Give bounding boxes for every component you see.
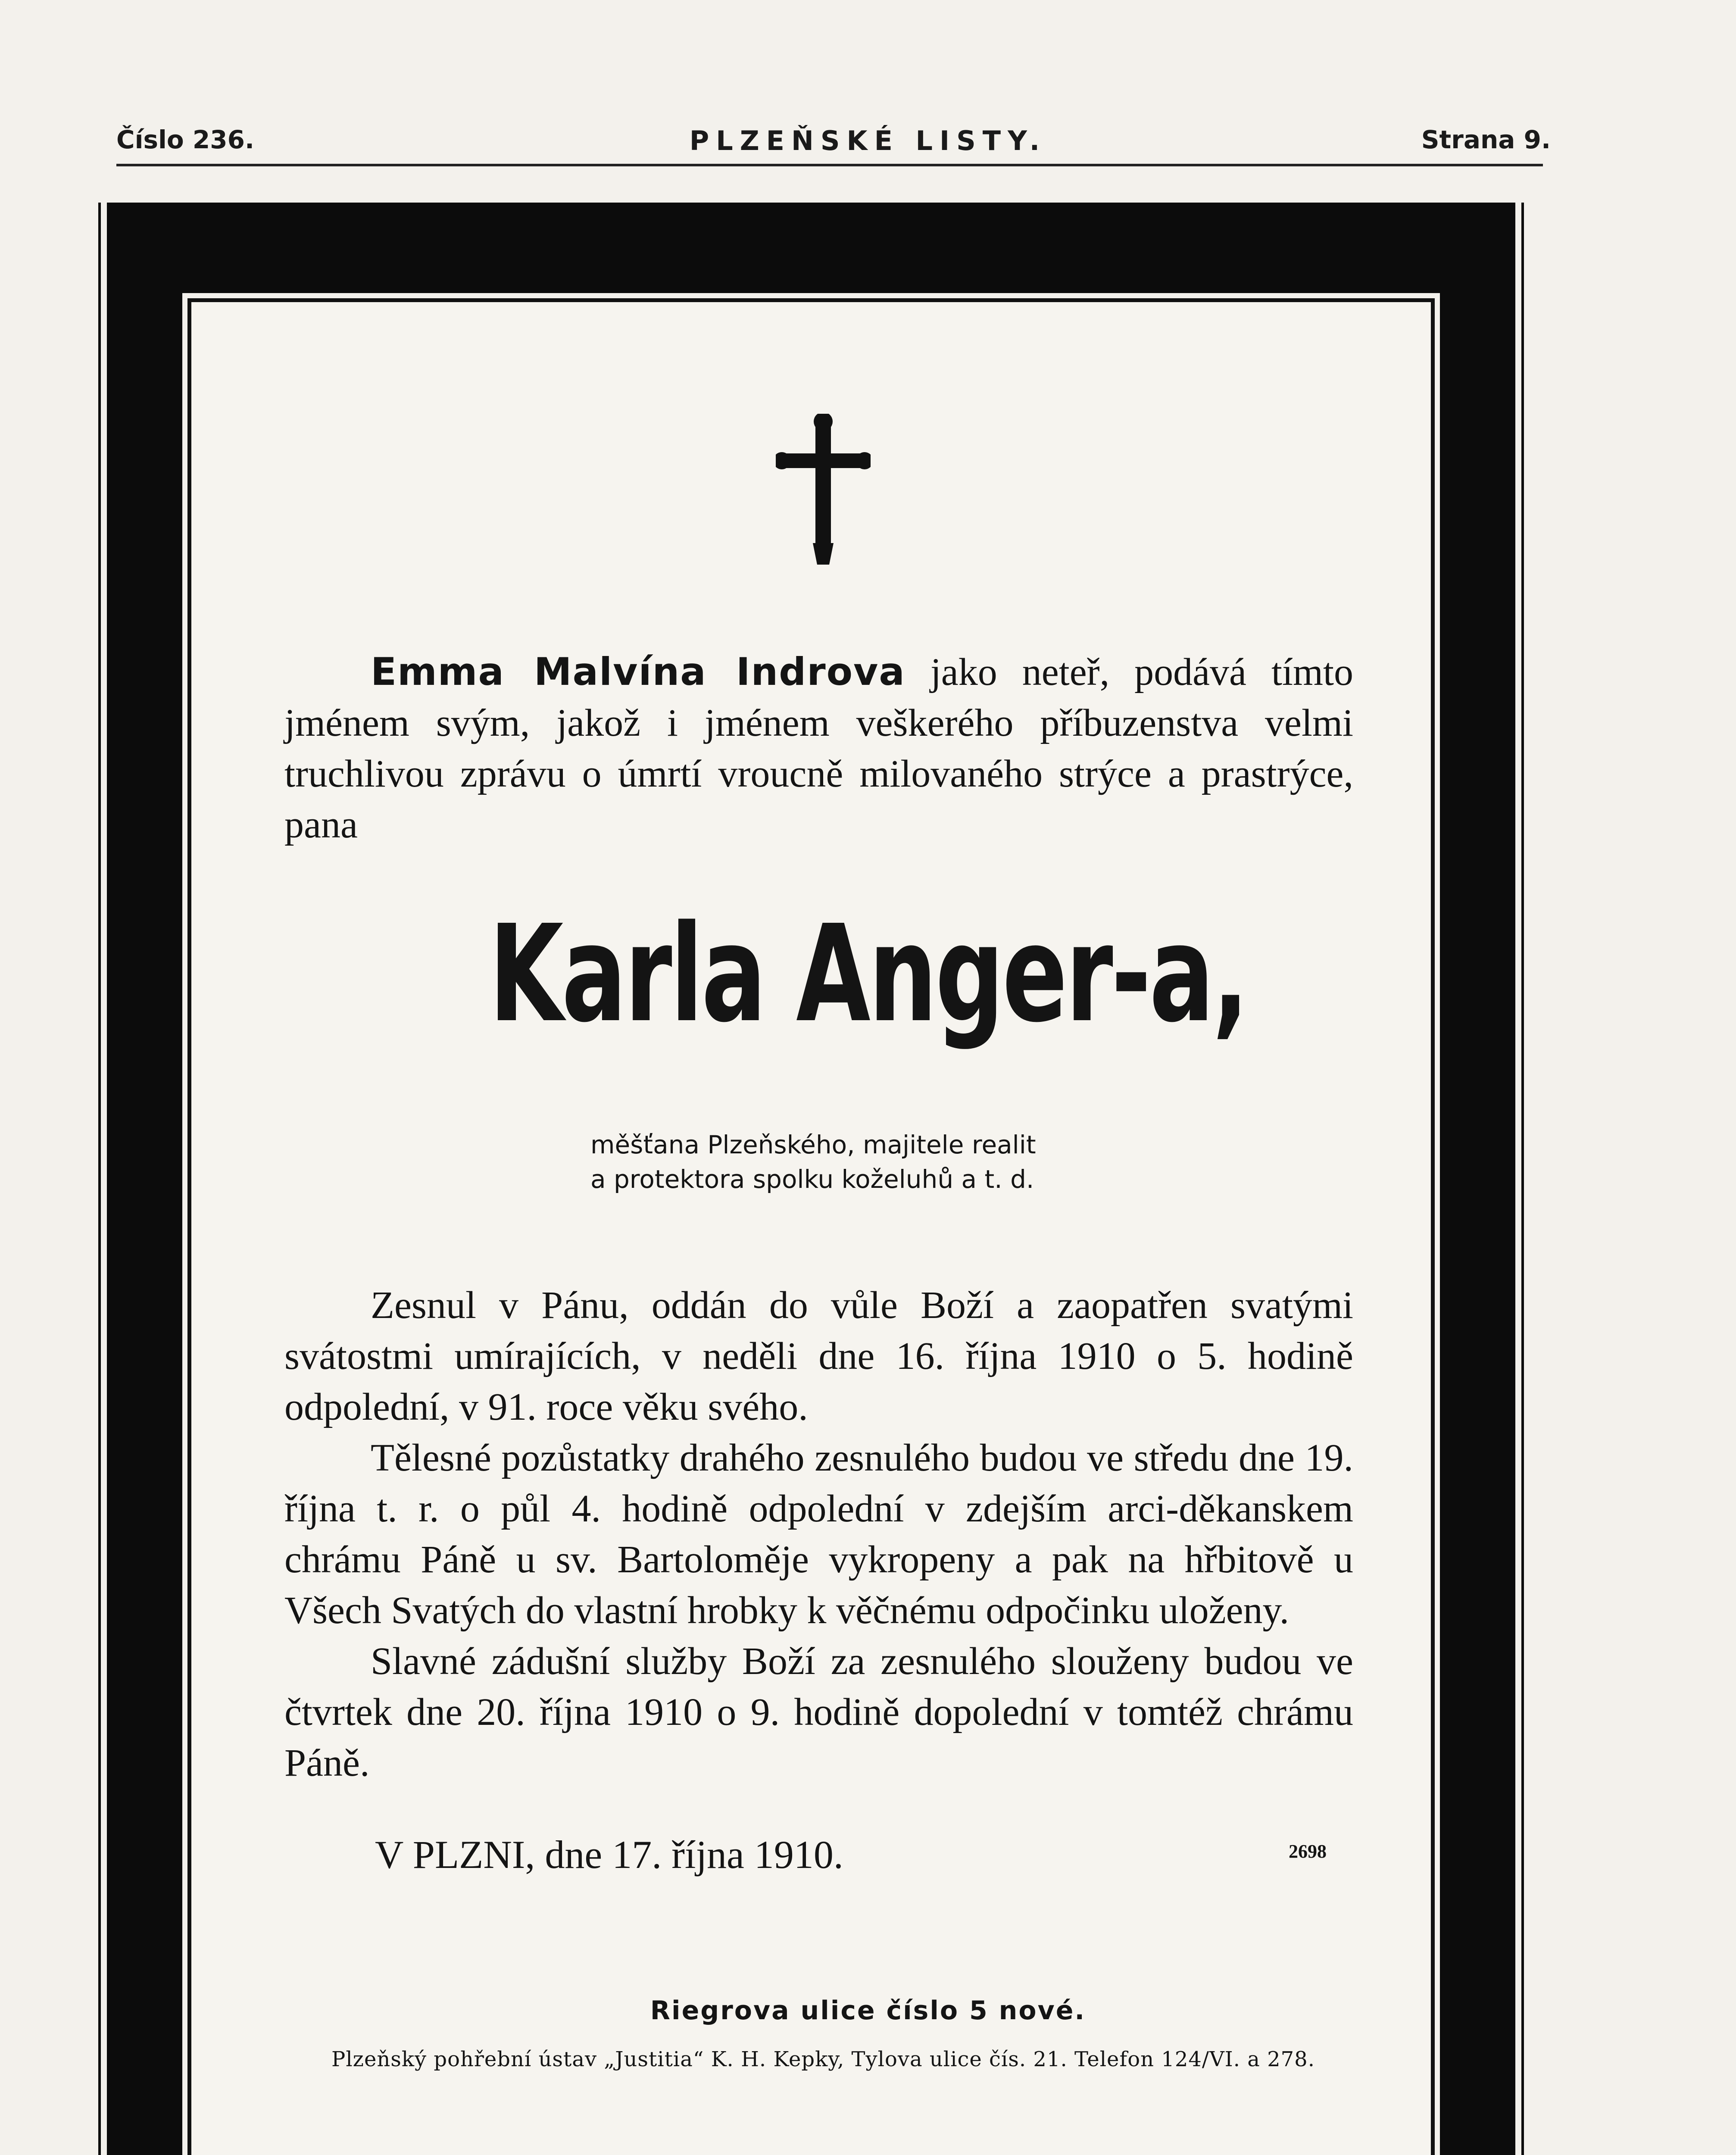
body-paragraphs [284,1280,1353,1789]
page-number: Strana 9. [1421,125,1551,154]
mass-paragraph: Slavné zádušní služby Boží za zesnulého slouženy budou ve čtvrtek dne 20. října 1910 o 9. hodině dopolední v tomtéž chrámu Páně. [284,1640,1353,1784]
undertaker-line: Plzeňský pohřební ústav „Justitia“ K. H. Kepky, Tylova ulice čís. 21. Telefon 124/VI. a 278. [331,2047,1315,2071]
death-paragraph: Zesnul v Pánu, oddán do vůle Boží a zaopatřen svatými svátostmi umírajících, v neděli dne 16. října 1910 o 5. hodině odpolední, v 91. roce věku svého. [284,1284,1353,1428]
frame-gap-left [101,203,107,2155]
latin-cross-icon [776,414,871,569]
intro-text: jako neteř, podává tímto jménem svým, jakož i jménem veškerého příbuzenstva velmi truchlivou zprávu o úmrtí vroucně milovaného strýce a prastrýce, pana [284,651,1354,846]
announcer-name: Emma Malvína Indrova [371,650,905,694]
address: Riegrova ulice číslo 5 nové. [650,1996,1086,2026]
burial-paragraph: Tělesné pozůstatky drahého zesnulého budou ve středu dne 19. října t. r. o půl 4. hodině odpolední v zdejším arci-děkanskem chrámu Páně u sv. Bartoloměje vykropeny a pak na hřbitově u Všech Svatých do vlastní hrobky k věčnému odpočinku uloženy. [284,1437,1353,1632]
deceased-name: Karla Anger-a, [489,896,1247,1052]
ad-number: 2698 [1289,1841,1327,1862]
date-place: V PLZNI, dne 17. října 1910. [375,1833,843,1877]
header-rule [116,164,1543,166]
issue-number: Číslo 236. [116,125,254,154]
intro-paragraph [284,646,1353,850]
frame-gap-right [1515,203,1521,2155]
newspaper-title: PLZEŇSKÉ LISTY. [689,125,1047,156]
deceased-title-line1: měšťana Plzeňského, majitele realit [590,1130,1036,1159]
deceased-title-line2: a protektora spolku koželuhů a t. d. [590,1165,1034,1194]
